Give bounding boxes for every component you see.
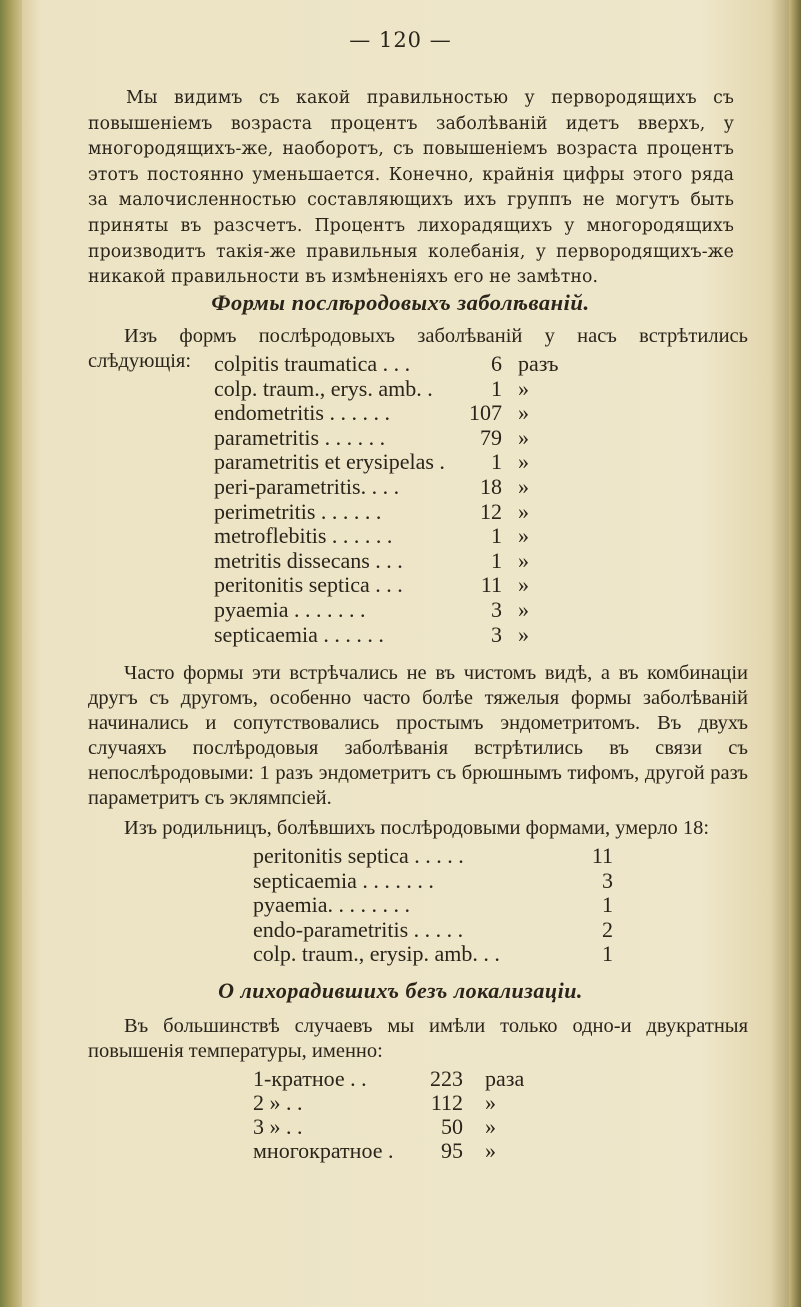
death-count: 2 xyxy=(602,916,613,942)
form-count: 18 xyxy=(480,473,502,499)
form-count: 1 xyxy=(491,523,502,549)
form-unit: » xyxy=(518,400,529,426)
form-count: 107 xyxy=(469,400,502,426)
form-name: colp. traum., erys. amb. . xyxy=(214,375,433,401)
form-name: metritis dissecans . . . xyxy=(214,547,403,573)
fever-label: 2 » . . xyxy=(253,1090,303,1115)
deaths-table xyxy=(253,843,633,966)
fever-count: 95 xyxy=(441,1138,463,1163)
form-unit: » xyxy=(518,424,529,450)
death-form-name: septicaemia . . . . . . . xyxy=(253,867,434,893)
forms-row xyxy=(214,622,634,647)
fever-row xyxy=(253,1090,593,1114)
death-count: 3 xyxy=(602,867,613,893)
form-unit: разъ xyxy=(518,351,559,376)
fever-unit: раза xyxy=(485,1066,525,1091)
fever-row xyxy=(253,1138,593,1162)
fever-label: многократное . xyxy=(253,1138,394,1163)
section-heading-fever: О лихорадившихъ безъ локализаціи. xyxy=(218,978,583,1003)
forms-row xyxy=(214,597,634,622)
combination-text: Часто формы эти встрѣчались не въ чистомъ видѣ, а въ комбинаціи другъ съ другомъ, особенно часто болѣе тяжелыя формы заболѣваній начинались и сопутствовались простымъ эндометритомъ. Въ двухъ случаяхъ послѣродовыя заболѣванія встрѣтились въ связи съ непослѣродовыми: 1 разъ эндометритъ съ брюшнымъ тифомъ, другой разъ параметритъ съ эклямпсіей. xyxy=(88,662,748,809)
fever-unit: » xyxy=(485,1138,496,1163)
form-unit: » xyxy=(518,523,529,549)
form-name: pyaemia . . . . . . . xyxy=(214,596,366,622)
forms-row xyxy=(214,425,634,450)
deaths-row xyxy=(253,941,633,966)
fever-count: 112 xyxy=(430,1090,463,1115)
fever-row xyxy=(253,1066,593,1090)
deaths-row xyxy=(253,843,633,868)
form-name: peritonitis septica . . . xyxy=(214,572,403,598)
form-count: 3 xyxy=(491,596,502,622)
form-count: 3 xyxy=(491,621,502,647)
forms-lead-text: Изъ формъ послѣродовыхъ заболѣваній у насъ встрѣтились слѣдующія: xyxy=(88,325,748,372)
death-count: 1 xyxy=(602,941,613,967)
form-count: 1 xyxy=(491,547,502,573)
deaths-row xyxy=(253,917,633,942)
death-count: 1 xyxy=(602,892,613,918)
deaths-lead-text: Изъ родильницъ, болѣвшихъ послѣродовыми формами, умерло 18: xyxy=(124,817,710,839)
intro-paragraph xyxy=(88,86,734,291)
forms-row xyxy=(214,376,634,401)
forms-row xyxy=(214,351,634,376)
combination-paragraph xyxy=(88,661,748,811)
form-name: endometritis . . . . . . xyxy=(214,400,390,426)
form-count: 79 xyxy=(480,424,502,450)
form-unit: » xyxy=(518,621,529,647)
form-name: colpitis traumatica . . . xyxy=(214,351,411,376)
form-name: peri-parametritis. . . . xyxy=(214,473,400,499)
forms-row xyxy=(214,572,634,597)
form-unit: » xyxy=(518,473,529,499)
form-name: parametritis . . . . . . xyxy=(214,424,386,450)
deaths-lead xyxy=(88,816,748,841)
deaths-row xyxy=(253,868,633,893)
forms-row xyxy=(214,474,634,499)
form-unit: » xyxy=(518,498,529,524)
form-count: 11 xyxy=(480,572,502,598)
deaths-row xyxy=(253,892,633,917)
forms-row xyxy=(214,400,634,425)
form-count: 1 xyxy=(491,449,502,475)
fever-count: 223 xyxy=(430,1066,463,1091)
section-heading-forms: Формы послѣродовыхъ заболѣваній. xyxy=(211,290,590,315)
forms-row xyxy=(214,499,634,524)
form-unit: » xyxy=(518,449,529,475)
death-form-name: peritonitis septica . . . . . xyxy=(253,843,464,868)
form-name: parametritis et erysipelas . xyxy=(214,449,445,475)
fever-row xyxy=(253,1114,593,1138)
intro-text: Мы видимъ съ какой правильностью у первородящихъ съ повышеніемъ возраста процентъ заболѣваній идетъ вверхъ, у многородящихъ-же, наоборотъ, съ повышеніемъ возраста процентъ этотъ постоянно уменьшается. Конечно, крайнія цифры этого ряда за малочисленностью составляющихъ ихъ группъ не могутъ быть приняты въ разсчетъ. Процентъ лихорадящихъ у многородящихъ производитъ такія-же правильныя колебанія, у первородящихъ-же никакой правильности въ измѣненіяхъ его не замѣтно. xyxy=(88,88,734,288)
form-unit: » xyxy=(518,572,529,598)
form-count: 1 xyxy=(491,375,502,401)
fever-paragraph xyxy=(88,1014,748,1064)
fever-label: 3 » . . xyxy=(253,1114,303,1139)
forms-row xyxy=(214,548,634,573)
form-unit: » xyxy=(518,375,529,401)
fever-text: Въ большинствѣ случаевъ мы имѣли только одно-и двукратныя повышенія температуры, именно: xyxy=(88,1015,748,1062)
death-form-name: colp. traum., erysip. amb. . . xyxy=(253,941,500,967)
fever-unit: » xyxy=(485,1114,496,1139)
forms-row xyxy=(214,523,634,548)
fever-table xyxy=(253,1066,593,1162)
form-count: 6 xyxy=(491,351,502,376)
forms-row xyxy=(214,449,634,474)
form-name: septicaemia . . . . . . xyxy=(214,621,384,647)
fever-count: 50 xyxy=(441,1114,463,1139)
form-count: 12 xyxy=(480,498,502,524)
death-count: 11 xyxy=(591,843,613,868)
page-right-edge xyxy=(789,0,801,1307)
book-spine-edge xyxy=(0,0,22,1307)
forms-table xyxy=(214,351,634,646)
form-unit: » xyxy=(518,596,529,622)
page-number: — 120 — xyxy=(349,28,452,52)
form-name: perimetritis . . . . . . xyxy=(214,498,382,524)
form-name: metroflebitis . . . . . . xyxy=(214,523,393,549)
death-form-name: pyaemia. . . . . . . . xyxy=(253,892,411,918)
fever-label: 1-кратное . . xyxy=(253,1066,367,1091)
form-unit: » xyxy=(518,547,529,573)
fever-unit: » xyxy=(485,1090,496,1115)
death-form-name: endo-parametritis . . . . . xyxy=(253,916,464,942)
